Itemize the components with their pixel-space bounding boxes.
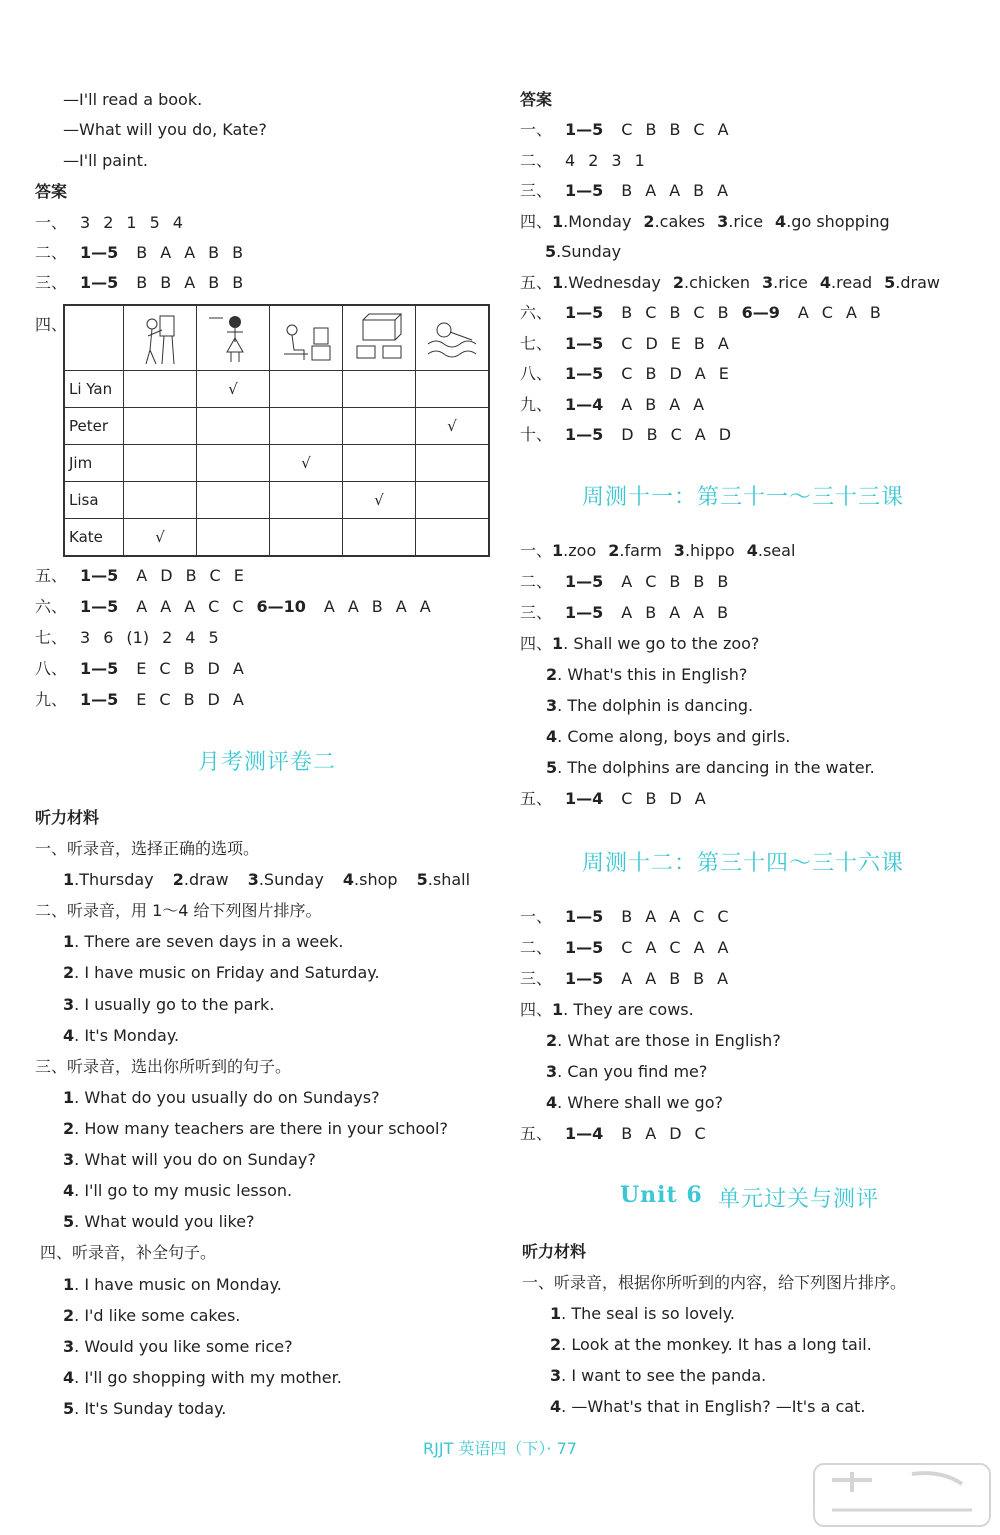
list-item: 1. I have music on Monday. [63,1275,282,1294]
dialog-line: —What will you do, Kate? [63,120,267,139]
list-item: 2. What are those in English? [546,1031,781,1050]
answer-row: 一、1.zoo 2.farm 3.hippo 4.seal [520,541,796,560]
part-title: 一、听录音，选择正确的选项。 [35,839,260,858]
list-item: 2. I have music on Friday and Saturday. [63,963,380,982]
list-item: 4. I'll go to my music lesson. [63,1181,293,1200]
answer-heading: 答案 [35,182,68,201]
answer-row: 九、 1—5 E C B D A [35,690,244,709]
listening-heading: 听力材料 [522,1242,587,1261]
page-footer: RJJT 英语四（下）· 77 [423,1439,577,1458]
answer-row: 一、 1—5 C B B C A [520,120,729,139]
answer-row: 七、 3 6 (1) 2 4 5 [35,628,219,647]
answer-row: 十、 1—5 D B C A D [520,425,732,444]
answer-row: 五、 1—5 A D B C E [35,566,244,585]
answer-row: 一、 1—5 B A A C C [520,907,729,926]
answer-row: 五、 1—4 C B D A [520,789,706,808]
section-title: 周测十一：第三十一～三十三课 [582,485,905,510]
list-item: 5. What would you like? [63,1212,255,1231]
section-title: 周测十二：第三十四～三十六课 [582,851,905,876]
listening-heading: 听力材料 [35,808,100,827]
answer-row: 三、 1—5 A A B B A [520,969,729,988]
table-row: Li Yan √ [64,371,489,408]
list-item: 4. Where shall we go? [546,1093,723,1112]
list-item: 1. What do you usually do on Sundays? [63,1088,380,1107]
answer-row: 六、 1—5 A A A C C 6—10 A A B A A [35,597,431,616]
answer-row: 六、 1—5 B C B C B 6—9 A C A B [520,303,881,322]
answer-row: 四、1.Monday 2.cakes 3.rice 4.go shopping [520,212,890,231]
swimming-picture [416,305,490,371]
list-item: 5. It's Sunday today. [63,1399,227,1418]
table-corner [64,305,124,371]
table-row: Kate √ [64,519,489,557]
list-item: 1. There are seven days in a week. [63,932,344,951]
list-item: 3. I usually go to the park. [63,995,275,1014]
answer-row: 八、 1—5 C B D A E [520,364,729,383]
activity-table [63,304,490,557]
list-item: 2. Look at the monkey. It has a long tail. [550,1335,872,1354]
answer-heading: 答案 [520,90,553,109]
list-item: 4. Come along, boys and girls. [546,727,791,746]
list-item: 4. —What's that in English? —It's a cat. [550,1397,866,1416]
list-item: 3. What will you do on Sunday? [63,1150,316,1169]
list-item: 2. How many teachers are there in your school? [63,1119,448,1138]
answer-row: 5.Sunday [545,242,622,261]
answer-row: 二、 1—5 C A C A A [520,938,729,957]
section-title: 月考测评卷二 [198,750,337,775]
table-row: Jim √ [64,445,489,482]
answer-row: 七、 1—5 C D E B A [520,334,729,353]
answer-row: 八、 1—5 E C B D A [35,659,244,678]
list-item: 4. I'll go shopping with my mother. [63,1368,342,1387]
dialog-line: —I'll read a book. [63,90,203,109]
tv-room-picture [343,305,416,371]
unit-title-cn: 单元过关与测评 [718,1187,880,1212]
answer-row: 二、 1—5 B A A B B [35,243,244,262]
list-item: 3. I want to see the panda. [550,1366,767,1385]
list-item: 四、1. They are cows. [520,1000,694,1019]
answer-row: 三、 1—5 B B A B B [35,273,244,292]
list-item: 4. It's Monday. [63,1026,180,1045]
list-item: 3. Would you like some rice? [63,1337,293,1356]
list-item: 1. The seal is so lovely. [550,1304,736,1323]
list-item: 3. The dolphin is dancing. [546,696,754,715]
dialog-line: —I'll paint. [63,151,148,170]
table-row: Lisa √ [64,482,489,519]
question-label: 四、 [35,315,68,334]
answer-row: 三、 1—5 A B A A B [520,603,729,622]
part-title: 三、听录音，选出你所听到的句子。 [35,1057,292,1076]
answer-row: 一、 3 2 1 5 4 [35,213,183,232]
word-list: 1.Thursday 2.draw 3.Sunday 4.shop 5.shall [63,870,471,889]
reading-picture [270,305,343,371]
list-item: 5. The dolphins are dancing in the water. [546,758,875,777]
part-title: 一、听录音，根据你所听到的内容，给下列图片排序。 [522,1273,907,1292]
answer-row: 五、1.Wednesday 2.chicken 3.rice 4.read 5.draw [520,273,941,292]
part-title: 四、听录音，补全句子。 [40,1243,217,1262]
painting-picture [124,305,197,371]
answer-row: 三、 1—5 B A A B A [520,181,729,200]
answer-row: 二、 4 2 3 1 [520,151,645,170]
watermark-logo [812,1460,992,1530]
list-item: 3. Can you find me? [546,1062,708,1081]
list-item: 2. I'd like some cakes. [63,1306,241,1325]
table-row: Peter √ [64,408,489,445]
answer-row: 九、 1—4 A B A A [520,395,705,414]
answer-row: 五、 1—4 B A D C [520,1124,706,1143]
answer-row: 二、 1—5 A C B B B [520,572,729,591]
girl-picture [197,305,270,371]
list-item: 四、1. Shall we go to the zoo? [520,634,760,653]
list-item: 2. What's this in English? [546,665,748,684]
unit-title-en: Unit 6 [620,1182,703,1208]
part-title: 二、听录音，用 1～4 给下列图片排序。 [35,901,322,920]
